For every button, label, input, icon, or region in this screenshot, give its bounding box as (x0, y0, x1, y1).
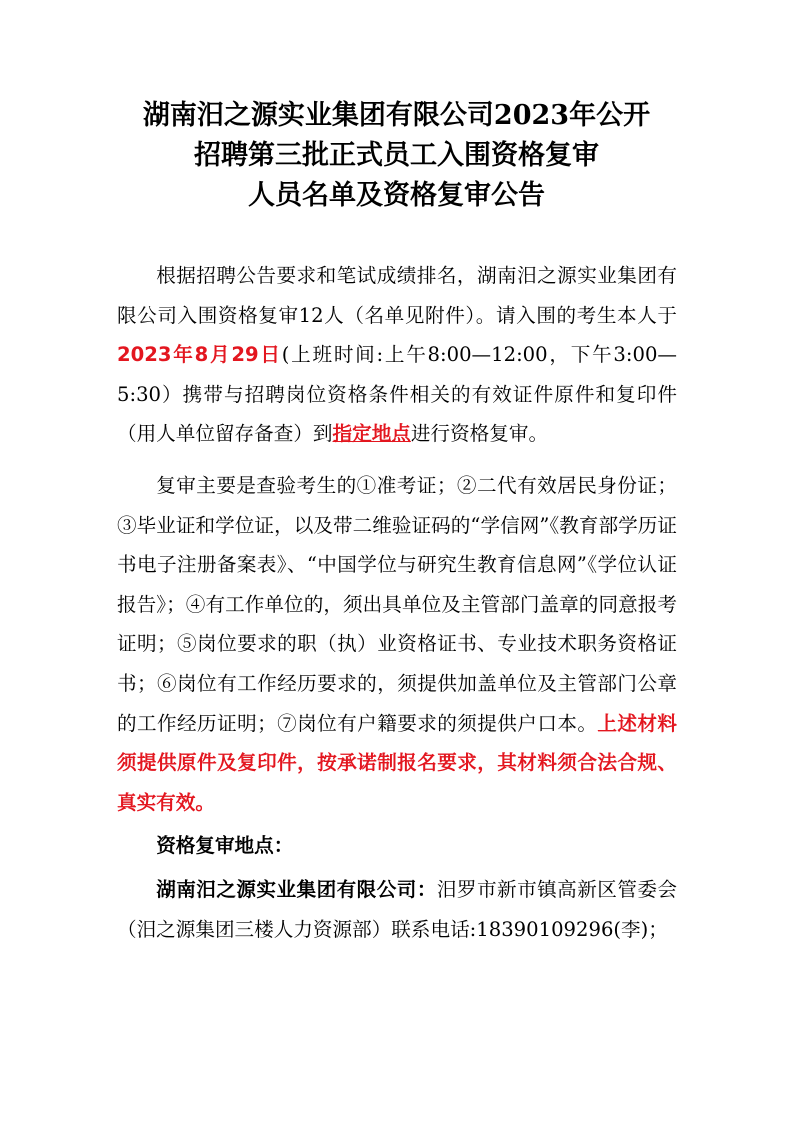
title-line-3: 人员名单及资格复审公告 (248, 180, 545, 211)
designated-place: 指定地点 (332, 422, 411, 446)
document-title (60, 96, 733, 216)
paragraph-location-heading (117, 826, 677, 866)
requirements-text: 复审主要是查验考生的①准考证；②二代有效居民身份证；③毕业证和学位证，以及带二维验证码的“学信网”《教育部学历证书电子注册备案表》、“中国学位与研究生教育信息网”《学位认证报告》；④有工作单位的，须出具单位及主管部门盖章的同意报考证明；⑤岗位要求的职（执）业资格证书、专业技术职务资格证书；⑥岗位有工作经历要求的，须提供加盖单位及主管部门公章的工作经历证明；⑦岗位有户籍要求的须提供户口本。 (117, 473, 677, 735)
requirements-warning: 上述材料须提供原件及复印件，按承诺制报名要求，其材料须合法合规、真实有效。 (117, 711, 678, 814)
notice-text-c: 进行资格复审。 (410, 422, 549, 446)
paragraph-notice (117, 256, 677, 454)
location-heading: 资格复审地点： (156, 834, 294, 858)
paragraph-location (117, 870, 677, 949)
paragraph-requirements (117, 466, 677, 822)
company-name: 湖南汨之源实业集团有限公司： (156, 877, 437, 901)
review-date: 2023年8月29日 (117, 343, 282, 367)
document-body (117, 256, 677, 949)
title-line-1: 湖南汨之源实业集团有限公司2023年公开 (142, 100, 651, 131)
notice-text-b: (上班时间:上午8:00—12:00，下午3:00—5:30）携带与招聘岗位资格条件相关的有效证件原件和复印件（用人单位留存备查）到 (117, 343, 677, 446)
company-address: 汨罗市新市镇高新区管委会（汨之源集团三楼人力资源部）联系电话:18390109296(李)； (117, 877, 678, 941)
notice-text-a: 根据招聘公告要求和笔试成绩排名，湖南汨之源实业集团有限公司入围资格复审12人（名单见附件）。请入围的考生本人于 (117, 264, 677, 327)
title-line-2: 招聘第三批正式员工入围资格复审 (194, 140, 599, 171)
